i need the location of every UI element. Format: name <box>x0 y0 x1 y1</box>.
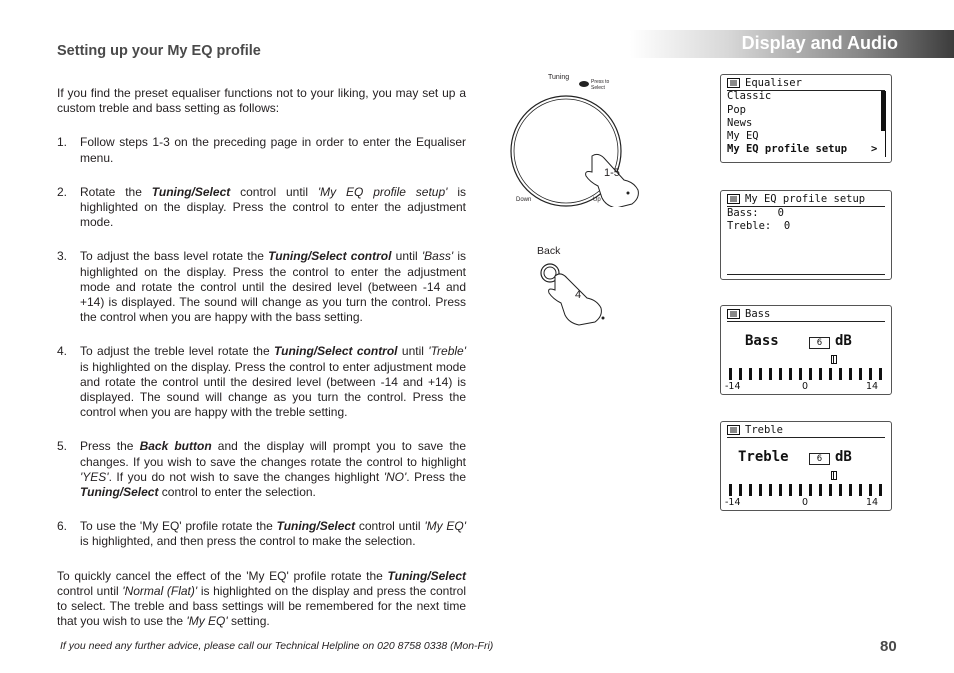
step-item <box>57 185 466 231</box>
text-run: control until <box>57 583 123 598</box>
text-run: . Press the <box>406 469 467 484</box>
screen-bottom-rule <box>727 274 885 275</box>
intro-paragraph: If you find the preset equaliser functions not to your liking, you may set up a custom treble and bass setting as follows: <box>57 86 466 116</box>
menu-item-my-eq-profile-setup[interactable]: My EQ profile setup <box>727 143 848 155</box>
text-run: is highlighted on the display. Press the control to enter the adjustment mode and rotate the control until the desired level (between -14 and +14) is displayed. The sound will change as you turn the control. Press the control when you are happy with the bass setting. <box>80 249 467 325</box>
back-label: Back <box>537 245 561 257</box>
treble-label: Treble <box>738 449 789 465</box>
text-run: 'My EQ' <box>424 519 467 534</box>
text-run: 'Treble' <box>428 344 467 359</box>
text-run: Tuning/Select control <box>274 344 398 359</box>
text-run: control to enter the selection. <box>158 485 316 500</box>
text-run: Tuning/Select <box>387 568 466 583</box>
text-run: Rotate the <box>80 184 152 199</box>
menu-icon <box>727 78 740 88</box>
treble-unit: dB <box>835 449 852 465</box>
text-run: 'NO' <box>383 469 407 484</box>
text-run: To use the 'My EQ' profile rotate the <box>80 519 277 534</box>
bass-mid: 0 <box>802 381 809 392</box>
treble-max: 14 <box>866 497 879 508</box>
screen-title-bar <box>727 192 885 207</box>
header-banner <box>630 30 954 58</box>
submenu-arrow: > <box>871 143 878 155</box>
text-run: Tuning/Select <box>151 184 231 199</box>
step-item <box>57 439 466 500</box>
menu-item-bass[interactable]: Bass: 0 <box>727 207 784 219</box>
page-heading: Setting up your My EQ profile <box>57 43 261 59</box>
screen-title-bar <box>727 76 885 91</box>
text-run: is highlighted on the display. Press the control to enter the adjustment mode. <box>80 184 466 230</box>
dial-up-label: Up <box>593 197 601 203</box>
bass-level-bars <box>729 368 882 380</box>
menu-item-news[interactable]: News <box>727 117 753 129</box>
text-run: 'Bass' <box>421 249 454 264</box>
dial-press-label: Press to <box>591 79 610 85</box>
text-run: Tuning/Select control <box>268 249 392 264</box>
text-run: To adjust the treble level rotate the <box>80 344 275 359</box>
treble-min: -14 <box>725 497 741 508</box>
treble-level-marker[interactable] <box>831 471 837 480</box>
text-run: is highlighted on the display. Press the control to enter adjustment mode and rotate the control until the desired level (between -14 and +14) is displayed. The sound will change as you turn the control. Press the control when you are happy with the treble setting. <box>80 359 466 420</box>
step-number: 3. <box>57 249 68 264</box>
step-number: 2. <box>57 184 68 199</box>
screen-title: Bass <box>745 308 771 320</box>
bass-min: -14 <box>725 381 741 392</box>
text-run: setting. <box>227 614 270 629</box>
steps-list <box>57 135 466 549</box>
step-number: 4. <box>57 344 68 359</box>
screen-title-bar <box>727 307 885 322</box>
tuning-dial-icon <box>505 72 645 207</box>
scrollbar-track <box>885 91 886 157</box>
menu-icon <box>727 194 740 204</box>
text-run: control until <box>230 184 318 199</box>
bass-max: 14 <box>866 381 879 392</box>
dial-down-label: Down <box>516 197 532 203</box>
step-number: 5. <box>57 439 68 454</box>
menu-item-treble[interactable]: Treble: 0 <box>727 220 791 232</box>
text-run: . If you do not wish to save the changes highlight <box>108 469 384 484</box>
text-run: 'My EQ profile setup' <box>317 184 448 199</box>
text-run: is highlighted on the display and press the control to select. The treble and bass settings will be remembered for the next time that you wish to use the <box>57 583 467 629</box>
text-run: To adjust the bass level rotate the <box>80 249 269 264</box>
back-step-label: 4 <box>575 289 582 301</box>
text-run: 'YES' <box>80 469 109 484</box>
text-run: control until <box>355 519 425 534</box>
bass-unit: dB <box>835 333 852 349</box>
section-title: Display and Audio <box>741 33 898 53</box>
screen-title: Equaliser <box>745 77 802 89</box>
instructions <box>57 86 466 648</box>
step-number: 6. <box>57 519 68 534</box>
screen-title: My EQ profile setup <box>745 193 866 205</box>
page-number: 80 <box>880 638 897 655</box>
text-run: Back button <box>139 439 212 454</box>
step-item <box>57 344 466 420</box>
text-run: Tuning/Select <box>80 485 159 500</box>
text-run: 'Normal (Flat)' <box>122 583 198 598</box>
treble-value: 6 <box>809 453 830 465</box>
text-run: is highlighted, and then press the control to make the selection. <box>80 534 416 549</box>
my-eq-setup-screen <box>720 190 892 280</box>
menu-icon <box>727 425 740 435</box>
closing-paragraph <box>57 569 466 630</box>
text-run: 'My EQ' <box>186 614 228 629</box>
text-run: Follow steps 1-3 on the preceding page in order to enter the Equaliser menu. <box>80 135 466 165</box>
step-item <box>57 249 466 325</box>
bass-level-marker[interactable] <box>831 355 837 364</box>
helpline-note: If you need any further advice, please call our Technical Helpline on 020 8758 0338 (Mon-Fri) <box>60 640 494 652</box>
treble-screen <box>720 421 892 511</box>
text-run: and the display will prompt you to save the changes. If you wish to save the changes rotate the control to highlight <box>80 439 466 469</box>
menu-item-classic[interactable]: Classic <box>727 90 772 102</box>
menu-icon <box>727 309 740 319</box>
bass-value: 6 <box>809 337 830 349</box>
equaliser-screen <box>720 74 892 163</box>
step-item <box>57 519 466 549</box>
dial-select-label: Select <box>591 85 605 91</box>
back-button-illustration <box>535 244 625 329</box>
bass-screen <box>720 305 892 395</box>
treble-mid: 0 <box>802 497 809 508</box>
menu-item-my-eq[interactable]: My EQ <box>727 130 759 142</box>
treble-level-bars <box>729 484 882 496</box>
text-run: until <box>391 249 422 264</box>
screen-title: Treble <box>745 424 783 436</box>
text-run: until <box>397 344 429 359</box>
tuning-dial-illustration <box>505 72 645 207</box>
text-run: Press the <box>80 439 140 454</box>
text-run: Tuning/Select <box>276 519 356 534</box>
step-item <box>57 135 466 165</box>
dial-tuning-label: Tuning <box>548 74 570 81</box>
step-number: 1. <box>57 135 68 150</box>
menu-item-pop[interactable]: Pop <box>727 104 746 116</box>
text-run: To quickly cancel the effect of the 'My EQ' profile rotate the <box>57 568 388 583</box>
bass-label: Bass <box>745 333 779 349</box>
dial-step-label: 1-5 <box>604 167 620 179</box>
screen-title-bar <box>727 423 885 438</box>
